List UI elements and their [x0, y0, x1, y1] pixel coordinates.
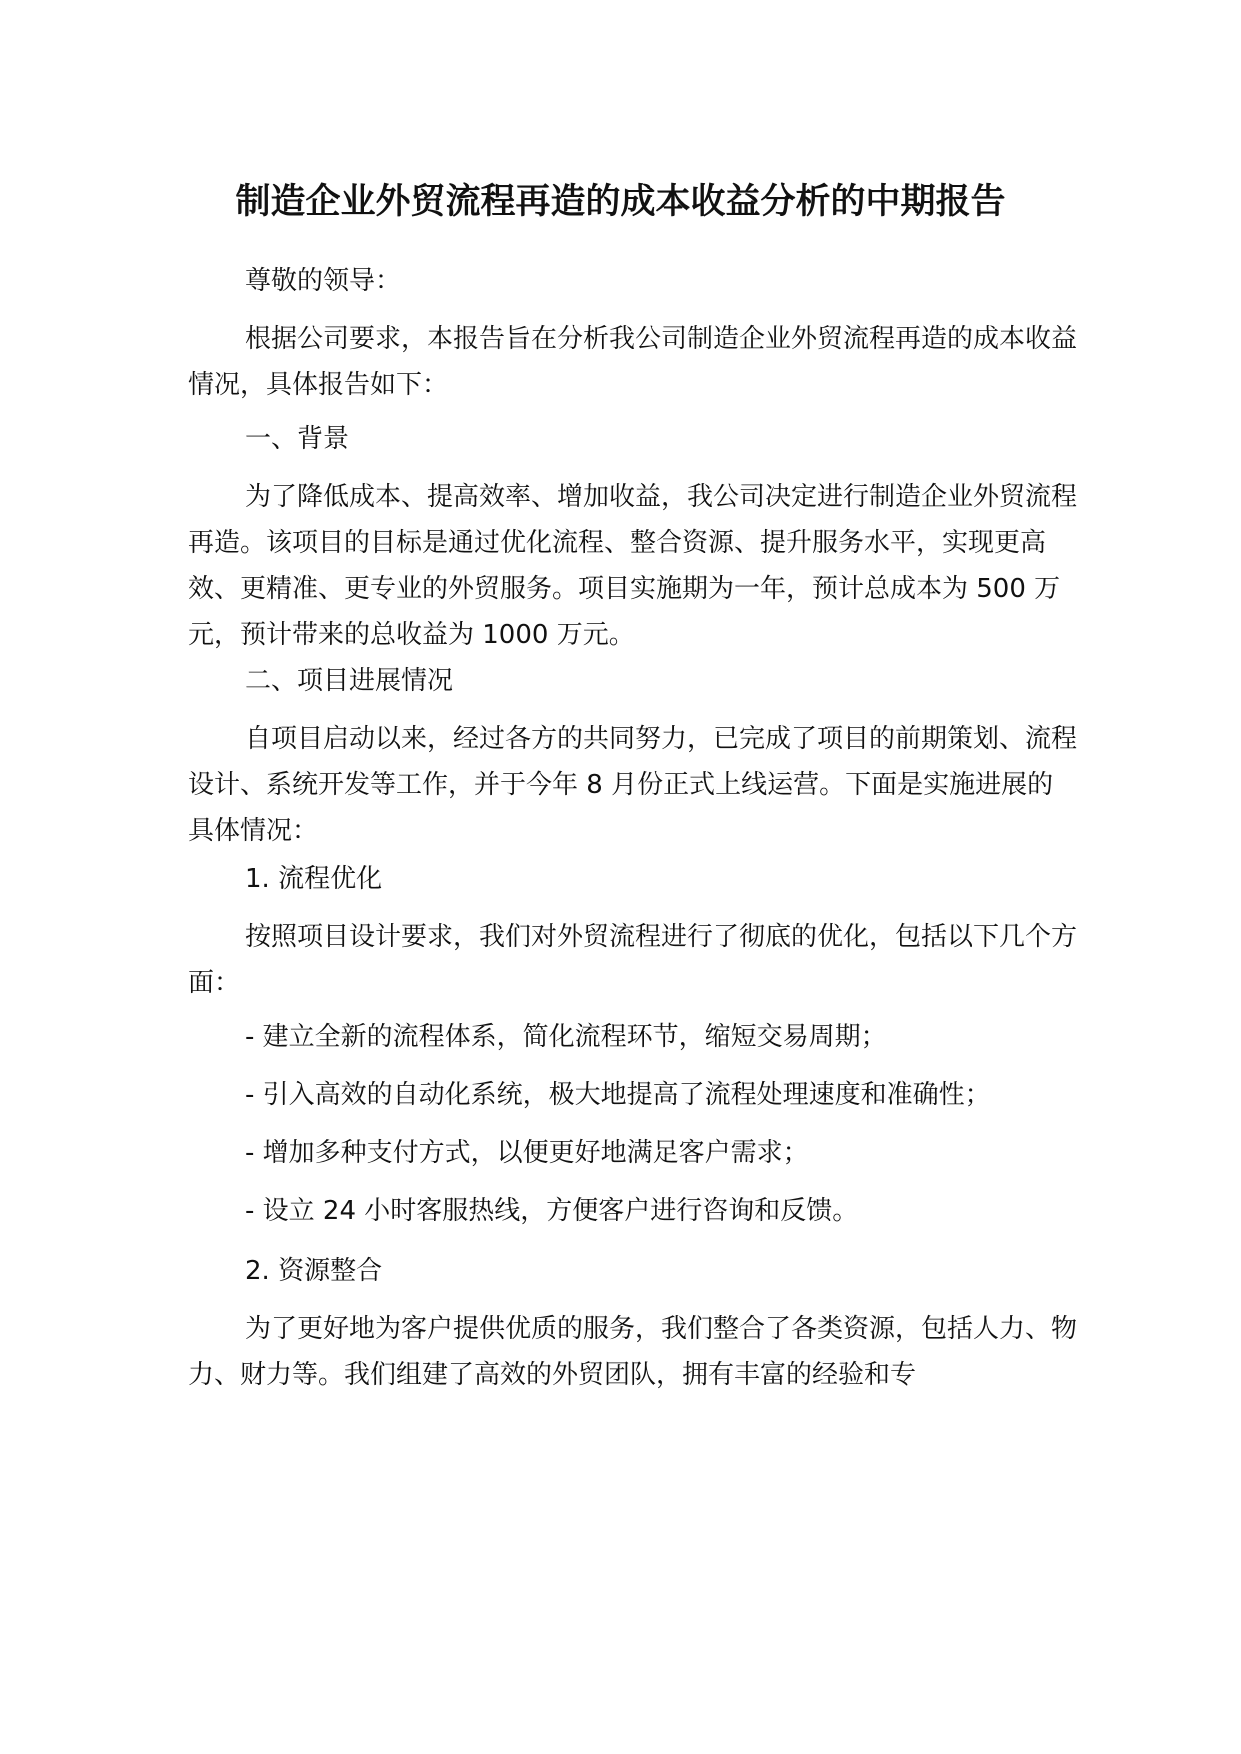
salutation: 尊敬的领导： — [245, 266, 402, 296]
list-item: - 增加多种支付方式，以便更好地满足客户需求； — [245, 1138, 809, 1168]
subsection-heading-process-optimization: 1. 流程优化 — [245, 864, 383, 894]
list-item: - 设立 24 小时客服热线，方便客户进行咨询和反馈。 — [245, 1196, 859, 1226]
process-optimization-paragraph: 按照项目设计要求，我们对外贸流程进行了彻底的优化，包括以下几个方面： — [188, 922, 1078, 998]
background-paragraph: 为了降低成本、提高效率、增加收益，我公司决定进行制造企业外贸流程再造。该项目的目标是通过优化流程、整合资源、提升服务水平，实现更高效、更精准、更专业的外贸服务。项目实施期为一年，预计总成本为 500 万元，预计带来的总收益为 1000 万元。 — [188, 482, 1078, 650]
section-heading-progress: 二、项目进展情况 — [245, 666, 454, 696]
resource-integration-paragraph: 为了更好地为客户提供优质的服务，我们整合了各类资源，包括人力、物力、财力等。我们组建了高效的外贸团队，拥有丰富的经验和专 — [188, 1314, 1078, 1390]
progress-paragraph: 自项目启动以来，经过各方的共同努力，已完成了项目的前期策划、流程设计、系统开发等工作，并于今年 8 月份正式上线运营。下面是实施进展的具体情况： — [188, 724, 1078, 846]
document-title: 制造企业外贸流程再造的成本收益分析的中期报告 — [235, 182, 1006, 222]
intro-paragraph: 根据公司要求，本报告旨在分析我公司制造企业外贸流程再造的成本收益情况，具体报告如下： — [188, 324, 1078, 400]
subsection-heading-resource-integration: 2. 资源整合 — [245, 1256, 383, 1286]
section-heading-background: 一、背景 — [245, 424, 350, 454]
list-item: - 建立全新的流程体系，简化流程环节，缩短交易周期； — [245, 1022, 887, 1052]
list-item: - 引入高效的自动化系统，极大地提高了流程处理速度和准确性； — [245, 1080, 991, 1110]
